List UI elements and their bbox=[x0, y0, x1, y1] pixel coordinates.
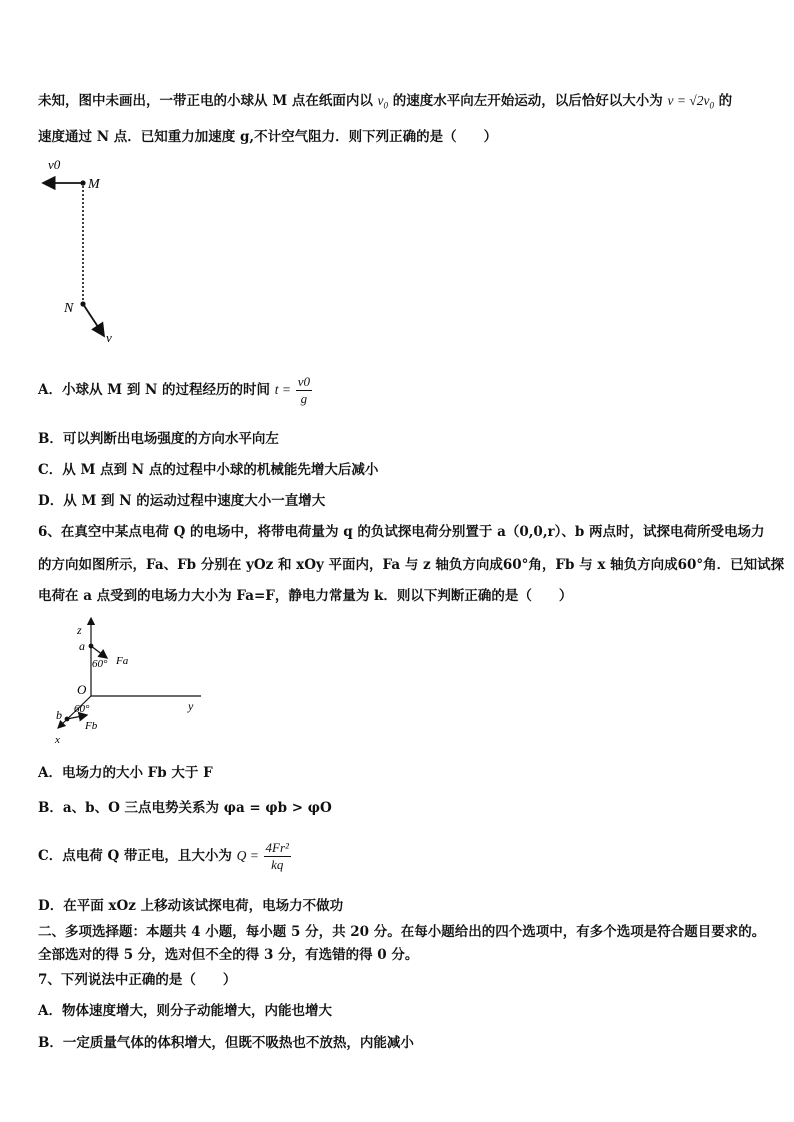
section2-instructions-line1: 二、多项选择题：本题共 4 小题，每小题 5 分，共 20 分。在每小题给出的四个选项中，有多个选项是符合题目要求的。 bbox=[38, 924, 766, 940]
q5-option-a: A．小球从 M 到 N 的过程经历的时间 t = $\frac{v0}{g}$ bbox=[38, 374, 310, 406]
fig6-label-fa: Fa bbox=[116, 655, 129, 667]
fig6-angle-a: 60° bbox=[92, 658, 108, 670]
fig6-label-o: O bbox=[77, 682, 87, 697]
fig6-label-x: x bbox=[55, 734, 60, 746]
q5-option-b: B．可以判断出电场强度的方向水平向左 bbox=[38, 431, 279, 447]
fig5-label-m: M bbox=[88, 177, 100, 192]
time-fraction: $\frac{v0}{g}$ bbox=[297, 374, 310, 406]
point-m bbox=[80, 180, 85, 185]
fig6-angle-b: 60° bbox=[74, 703, 90, 715]
fig5-label-v0: v0 bbox=[48, 157, 61, 172]
q6-option-a: A．电场力的大小 Fb 大于 F bbox=[38, 765, 213, 781]
fig6-label-z: z bbox=[77, 623, 82, 637]
q6-option-c: C．点电荷 Q 带正电，且大小为 Q = $\frac{\text{4Fr²}}{kq}$ bbox=[38, 840, 289, 872]
q7-option-b: B．一定质量气体的体积增大，但既不吸热也不放热，内能减小 bbox=[38, 1035, 414, 1051]
q5-option-c: C．从 M 点到 N 点的过程中小球的机械能先增大后减小 bbox=[38, 462, 379, 478]
section2-instructions-line2: 全部选对的得 5 分，选对但不全的得 3 分，有选错的得 0 分。 bbox=[38, 947, 419, 963]
q6-stem-line3: 电荷在 a 点受到的电场力大小为 Fa=F，静电力常量为 k．则以下判断正确的是（ ） bbox=[38, 588, 573, 604]
q6-stem-line2: 的方向如图所示，Fa、Fb 分别在 yOz 和 xOy 平面内，Fa 与 z 轴负方向成60°角，Fb 与 x 轴负方向成60°角．已知试探 bbox=[38, 557, 785, 573]
q6-option-d: D．在平面 xOz 上移动该试探电荷，电场力不做功 bbox=[38, 898, 344, 914]
q5-figure bbox=[30, 152, 140, 352]
q5-stem-line2: 速度通过 N 点．已知重力加速度 g,不计空气阻力．则下列正确的是（ ） bbox=[38, 129, 498, 145]
fig6-label-fb: Fb bbox=[85, 720, 98, 732]
v0-symbol: $v_0$ bbox=[377, 93, 389, 111]
q6-option-b: B．a、b、O 三点电势关系为 φa = φb > φO bbox=[38, 800, 332, 816]
fig5-label-n: N bbox=[64, 301, 74, 316]
fig6-label-a: a bbox=[79, 639, 85, 653]
fa-arrow bbox=[91, 646, 107, 658]
q6-stem-line1: 6、在真空中某点电荷 Q 的电场中，将带电荷量为 q 的负试探电荷分别置于 a（0,0,r）、b 两点时，试探电荷所受电场力 bbox=[38, 524, 765, 540]
charge-fraction: $\frac{\text{4Fr²}}{kq}$ bbox=[265, 840, 289, 872]
fig6-label-y: y bbox=[188, 699, 194, 713]
fig5-label-v: v bbox=[106, 330, 112, 345]
v-arrow bbox=[83, 304, 104, 336]
q6-figure bbox=[45, 612, 215, 747]
fig6-label-b: b bbox=[56, 708, 62, 722]
q5-option-d: D．从 M 到 N 的运动过程中速度大小一直增大 bbox=[38, 493, 326, 509]
q7-stem: 7、下列说法中正确的是（ ） bbox=[38, 972, 237, 988]
q7-option-a: A．物体速度增大，则分子动能增大，内能也增大 bbox=[38, 1003, 332, 1019]
speed-equation: $v = √2v_0$ bbox=[667, 93, 714, 111]
q5-stem-line1: 未知，图中未画出，一带正电的小球从 M 点在纸面内以 $v_0$ 的速度水平向左开始运动，以后恰好以大小为 $v = √2v_0$ 的 bbox=[38, 93, 733, 111]
